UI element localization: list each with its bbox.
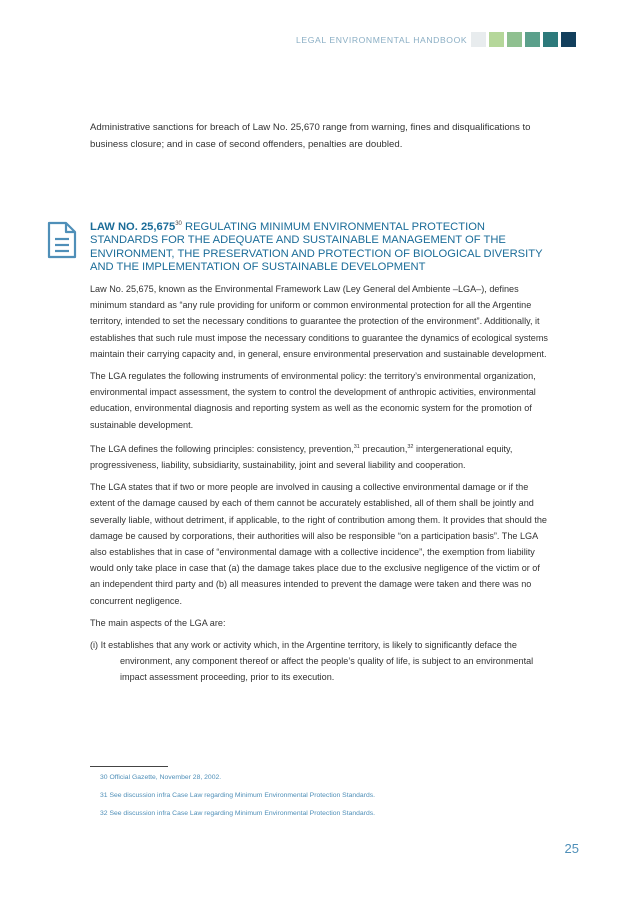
heading-title: REGULATING MINIMUM ENVIRONMENTAL PROTECTION STANDARDS FOR THE ADEQUATE AND SUSTAINABLE MANAGEMENT OF THE ENVIRONMENT, THE PRESERVATION AND PROTECTION OF BIOLOGICAL DIVERSITY AND THE IMPLEMENTATION OF SUSTAINABLE DEVELOPMENT — [90, 221, 543, 274]
document-icon — [47, 221, 77, 259]
footnotes — [100, 772, 540, 826]
paragraph: The main aspects of the LGA are: — [90, 617, 226, 628]
footnote: 30 Official Gazette, November 28, 2002. — [100, 774, 222, 781]
color-swatch — [471, 32, 486, 47]
paragraph-text: The LGA defines the following principles: consistency, prevention, — [90, 443, 354, 454]
paragraph — [90, 439, 552, 473]
list-item: (i) It establishes that any work or activity which, in the Argentine territory, is likely to significantly deface the environment, any component thereof or affect the people’s quality of life, is subject to an environmental impact assessment proceeding, prior to its execution. — [90, 640, 534, 683]
footnote: 31 See discussion infra Case Law regarding Minimum Environmental Protection Standards. — [100, 792, 376, 799]
footnote: 32 See discussion infra Case Law regarding Minimum Environmental Protection Standards. — [100, 810, 376, 817]
page-number: 25 — [564, 841, 579, 856]
paragraph: Law No. 25,675, known as the Environmental Framework Law (Ley General del Ambiente –LGA–), defines minimum standard as “any rule providing for uniform or common environmental protection for all the Argentine territory, intended to set the necessary conditions to guarantee the protection of the environment”. Additionally, it establishes that such rule must impose the necessary conditions to guarantee the dynamics of ecological systems maintain their carrying capacity and, in general, ensure environmental preservation and sustainable development. — [90, 284, 548, 359]
color-swatch — [525, 32, 540, 47]
heading-law-number: LAW NO. 25,675 — [90, 221, 176, 233]
color-swatch — [507, 32, 522, 47]
paragraph-text: precaution, — [359, 443, 408, 454]
intro-paragraph: Administrative sanctions for breach of Law No. 25,670 range from warning, fines and disqualifications to business closure; and in case of second offenders, penalties are doubled. — [90, 122, 531, 150]
color-swatch — [543, 32, 558, 47]
paragraph: The LGA regulates the following instruments of environmental policy: the territory’s environmental organization, environmental impact assessment, the system to control the development of anthropic activities, environmental education, environmental diagnosis and reporting system as well as the economic system for the promotion of sustainable development. — [90, 371, 536, 430]
section-heading — [90, 218, 550, 275]
running-header: LEGAL ENVIRONMENTAL HANDBOOK — [296, 35, 468, 45]
footnote-ref: 31 — [353, 443, 360, 450]
paragraph: The LGA states that if two or more people are involved in causing a collective environmental damage or if the extent of the damage caused by each of them cannot be accurately established, all of them shall be jointly and severally liable, without detriment, if applicable, to the right of contribution among them. It provides that should the damage be caused by corporations, their authorities will also be responsible “on a participation basis”. The LGA also establishes that in case of “environmental damage with a collective incidence”, the exemption from liability would only take place in case that (a) the damage takes place due to the exclusive negligence of the victim or of an independent third party and (b) all measures intended to prevent the damage were taken and there was no concurrent negligence. — [90, 482, 547, 606]
footnote-ref: 32 — [407, 443, 414, 450]
paragraph-text: intergenerational equity, progressiveness, liability, subsidiarity, sustainability, joint and several liability and cooperation. — [90, 443, 513, 471]
section-body — [90, 281, 552, 692]
color-swatch — [561, 32, 576, 47]
footnote-divider — [90, 766, 168, 767]
footnote-ref: 30 — [175, 221, 182, 227]
color-swatch — [489, 32, 504, 47]
